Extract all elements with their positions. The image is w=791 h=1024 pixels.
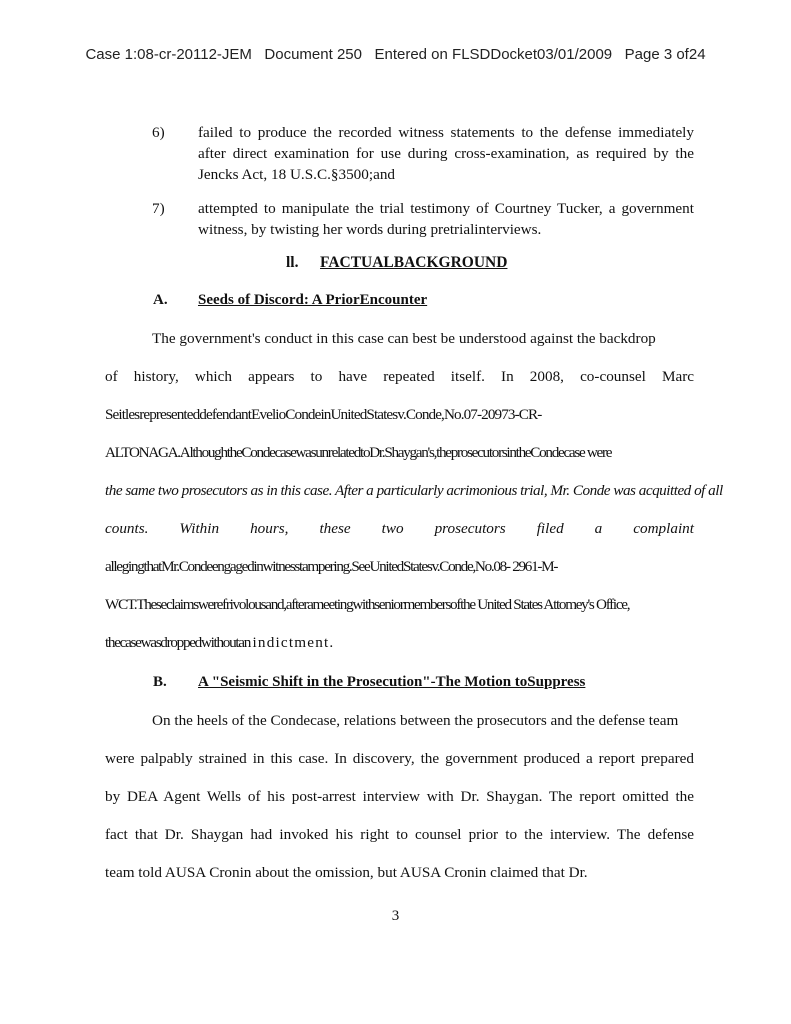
paragraph-line: counts. Within hours, these two prosecutors filed a complaint — [105, 520, 694, 537]
paragraph-line: team told AUSA Cronin about the omission, but AUSA Cronin claimed that Dr. — [105, 864, 588, 881]
paragraph-line: fact that Dr. Shaygan had invoked his right to counsel prior to the interview. The defense — [105, 826, 694, 843]
section-title: FACTUALBACKGROUND — [320, 254, 508, 271]
list-item-text: failed to produce the recorded witness statements to the defense immediately after direct examination for use during cross-examination, as required by the Jencks Act, 18 U.S.C.§3500;and — [198, 124, 694, 183]
paragraph-line: SeitlesrepresenteddefendantEvelioCondeinUnitedStatesv.Conde,No.07-20973-CR- — [105, 406, 542, 423]
page-number: 3 — [391, 908, 400, 924]
subsection-letter: B. — [153, 674, 167, 690]
paragraph-line: WCT.Theseclaimswerefrivolousand,afterameetingwithseniormembersofthe United States Attomey's Office, — [105, 596, 630, 613]
paragraph-line: On the heels of the Condecase, relations between the prosecutors and the defense team — [152, 712, 679, 729]
paragraph-line: the same two prosecutors as in this case. After a particularly acrimonious trial, Mr. Conde was acquitted of all — [105, 482, 723, 499]
paragraph-line: by DEA Agent Wells of his post-arrest interview with Dr. Shaygan. The report omitted the — [105, 788, 694, 805]
subsection-letter: A. — [153, 292, 168, 308]
subsection-title: A "Seismic Shift in the Prosecution"-The Motion toSuppress — [198, 674, 586, 690]
paragraph-line: ALTONAGA.AlthoughtheCondecasewasunrelatedtoDr.Shaygan's,theprosecutorsintheCondecase were — [105, 444, 612, 461]
paragraph-line: thecasewasdroppedwithoutan i n d i c t m e n t . — [105, 634, 332, 651]
case-header: Case 1:08-cr-20112-JEM Document 250 Entered on FLSDDocket03/01/2009 Page 3 of24 — [85, 46, 706, 63]
list-item-number: 7) — [152, 200, 165, 217]
subsection-title: Seeds of Discord: A PriorEncounter — [198, 292, 428, 308]
paragraph-line: were palpably strained in this case. In discovery, the government produced a report prepared — [105, 750, 694, 767]
section-numeral: ll. — [286, 254, 299, 271]
paragraph-line: allegingthatMr.Condeengagedinwitnesstampering.SeeUnitedStatesv.Conde,No.08- 2961-M- — [105, 558, 558, 575]
paragraph-line: of history, which appears to have repeated itself. In 2008, co-counsel Marc — [105, 368, 694, 385]
list-item-number: 6) — [152, 124, 165, 141]
list-item-text: attempted to manipulate the trial testimony of Courtney Tucker, a government witness, by twisting her words during pretrialinterviews. — [198, 200, 694, 238]
paragraph-line: The government's conduct in this case can best be understood against the backdrop — [152, 330, 656, 347]
